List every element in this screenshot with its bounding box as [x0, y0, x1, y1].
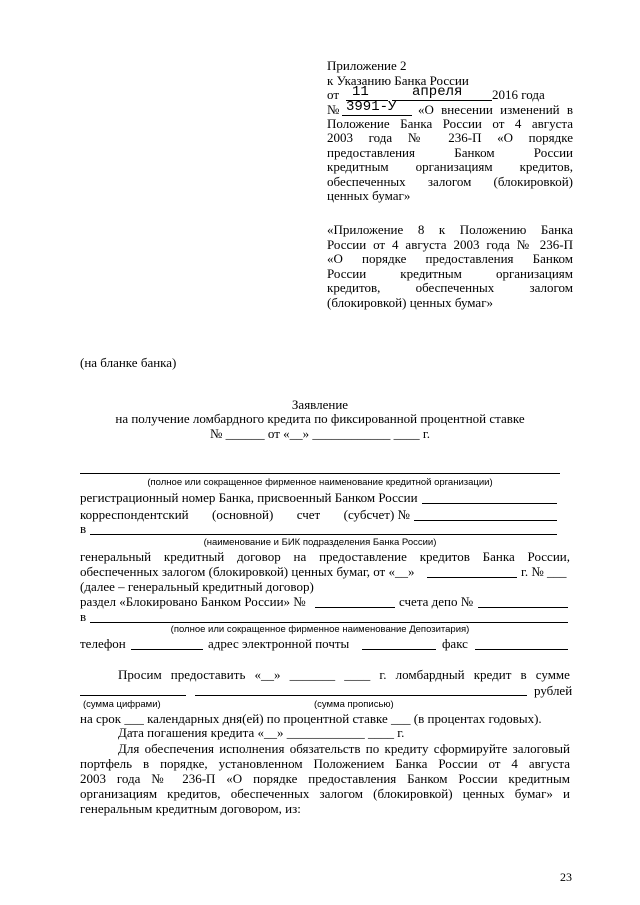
email-line — [362, 649, 436, 650]
request-word-0: Просим — [118, 667, 162, 682]
depo-account-label: счета депо № — [399, 594, 474, 609]
appendix-line-3: предоставления Банком России — [327, 145, 573, 160]
appendix8-line-3: России кредитным организациям — [327, 266, 573, 281]
in-label: в — [80, 521, 87, 536]
caption-words: (сумма прописью) — [314, 699, 394, 710]
appendix-line-0: «О внесении изменений в — [418, 102, 573, 117]
request-word-4: ____ — [344, 667, 371, 682]
general-line-2-left: обеспеченных залогом (блокировкой) ценных бумаг, от «__» — [80, 564, 415, 579]
appendix8-line-1: России от 4 августа 2003 года № 236-П — [327, 237, 573, 252]
request-word-7: кредит — [473, 667, 512, 682]
corr-account-line — [414, 520, 557, 521]
appendix-line-1: Положение Банка России от 4 августа — [327, 116, 573, 131]
general-line-2-right: г. № ___ — [521, 564, 567, 579]
rubles-label: рублей — [534, 683, 573, 698]
date-month-line — [392, 100, 492, 101]
caption-bik: (наименование и БИК подразделения Банка России) — [203, 537, 437, 548]
blank-note: (на бланке банка) — [80, 355, 177, 370]
bik-line — [90, 534, 557, 535]
collateral-line-3: организациям кредитов, обеспеченных залогом (блокировкой) ценных бумаг» и — [80, 786, 570, 801]
general-date-line — [427, 577, 517, 578]
appendix-date-prefix: от — [327, 87, 340, 102]
document-numline: № ______ от «__» ____________ ____ г. — [209, 426, 431, 441]
fax-label: факс — [442, 636, 468, 651]
collateral-line-0: Для обеспечения исполнения обязательств по кредиту сформируйте залоговый — [118, 741, 570, 756]
repay-line: Дата погашения кредита «__» ____________ ____ г. — [118, 725, 405, 740]
request-word-9: сумме — [535, 667, 570, 682]
fax-line — [475, 649, 568, 650]
request-row — [118, 667, 570, 682]
caption-depo: (полное или сокращенное фирменное наименование Депозитария) — [170, 624, 470, 635]
collateral-line-1: портфель в порядке, установленном Положением Банка России от 4 августа — [80, 756, 570, 771]
phone-line — [131, 649, 203, 650]
collateral-line-2: 2003 года № 236-П «О порядке предоставления Банком России кредитным — [80, 771, 570, 786]
reg-number-line — [422, 503, 557, 504]
appendix8-line-2: «О порядке предоставления Банком — [327, 251, 573, 266]
appendix-num-value: 3991-У — [346, 99, 397, 115]
appendix-num-prefix: № — [327, 102, 340, 117]
corr-account-row — [80, 507, 410, 522]
request-word-6: ломбардный — [395, 667, 465, 682]
in-label-2: в — [80, 609, 87, 624]
term-line: на срок ___ календарных дня(ей) по процентной ставке ___ (в процентах годовых). — [80, 711, 542, 726]
appendix-date-year: 2016 года — [492, 87, 545, 102]
request-word-3: _______ — [289, 667, 336, 682]
appendix-ref: к Указанию Банка России — [327, 73, 469, 88]
request-word-5: г. — [379, 667, 387, 682]
reg-number-label: регистрационный номер Банка, присвоенный Банком России — [80, 490, 418, 505]
appendix-line-6: ценных бумаг» — [327, 188, 411, 203]
request-word-1: предоставить — [170, 667, 246, 682]
request-word-8: в — [520, 667, 527, 682]
document-subtitle: на получение ломбардного кредита по фиксированной процентной ставке — [115, 411, 525, 426]
corr-account-word-2: счет — [296, 507, 321, 522]
email-label: адрес электронной почты — [208, 636, 350, 651]
corr-account-word-1: (основной) — [212, 507, 274, 522]
general-line-3: (далее – генеральный кредитный договор) — [80, 579, 314, 594]
general-line-1: генеральный кредитный договор на предоставление кредитов Банка России, — [80, 549, 570, 564]
depo-account-line — [478, 607, 568, 608]
corr-account-word-3: (субсчет) № — [343, 507, 410, 522]
document-title: Заявление — [291, 397, 349, 412]
appendix-date-day: 11 — [352, 84, 369, 100]
section-number-line — [315, 607, 395, 608]
appendix-line-5: обеспеченных залогом (блокировкой) — [327, 174, 573, 189]
appendix-line-4: кредитным организациям кредитов, — [327, 159, 573, 174]
appendix8-line-5: (блокировкой) ценных бумаг» — [327, 295, 494, 310]
section-label: раздел «Блокировано Банком России» № — [80, 594, 306, 609]
sum-digits-line — [80, 695, 186, 696]
page-number: 23 — [560, 870, 572, 884]
appendix-title: Приложение 2 — [327, 58, 407, 73]
org-name-line — [80, 473, 560, 474]
caption-org: (полное или сокращенное фирменное наименование кредитной организации) — [147, 477, 493, 488]
phone-label: телефон — [80, 636, 126, 651]
request-word-2: «__» — [254, 667, 281, 682]
depo-name-line — [90, 622, 568, 623]
appendix-date-month: апреля — [412, 84, 463, 100]
appendix8-line-0: «Приложение 8 к Положению Банка — [327, 222, 573, 237]
sum-words-line — [195, 695, 527, 696]
caption-digits: (сумма цифрами) — [83, 699, 161, 710]
collateral-line-4: генеральным кредитным договором, из: — [80, 801, 301, 816]
appendix-line-2: 2003 года № 236-П «О порядке — [327, 130, 573, 145]
appendix8-line-4: кредитов, обеспеченных залогом — [327, 280, 573, 295]
corr-account-word-0: корреспондентский — [80, 507, 189, 522]
